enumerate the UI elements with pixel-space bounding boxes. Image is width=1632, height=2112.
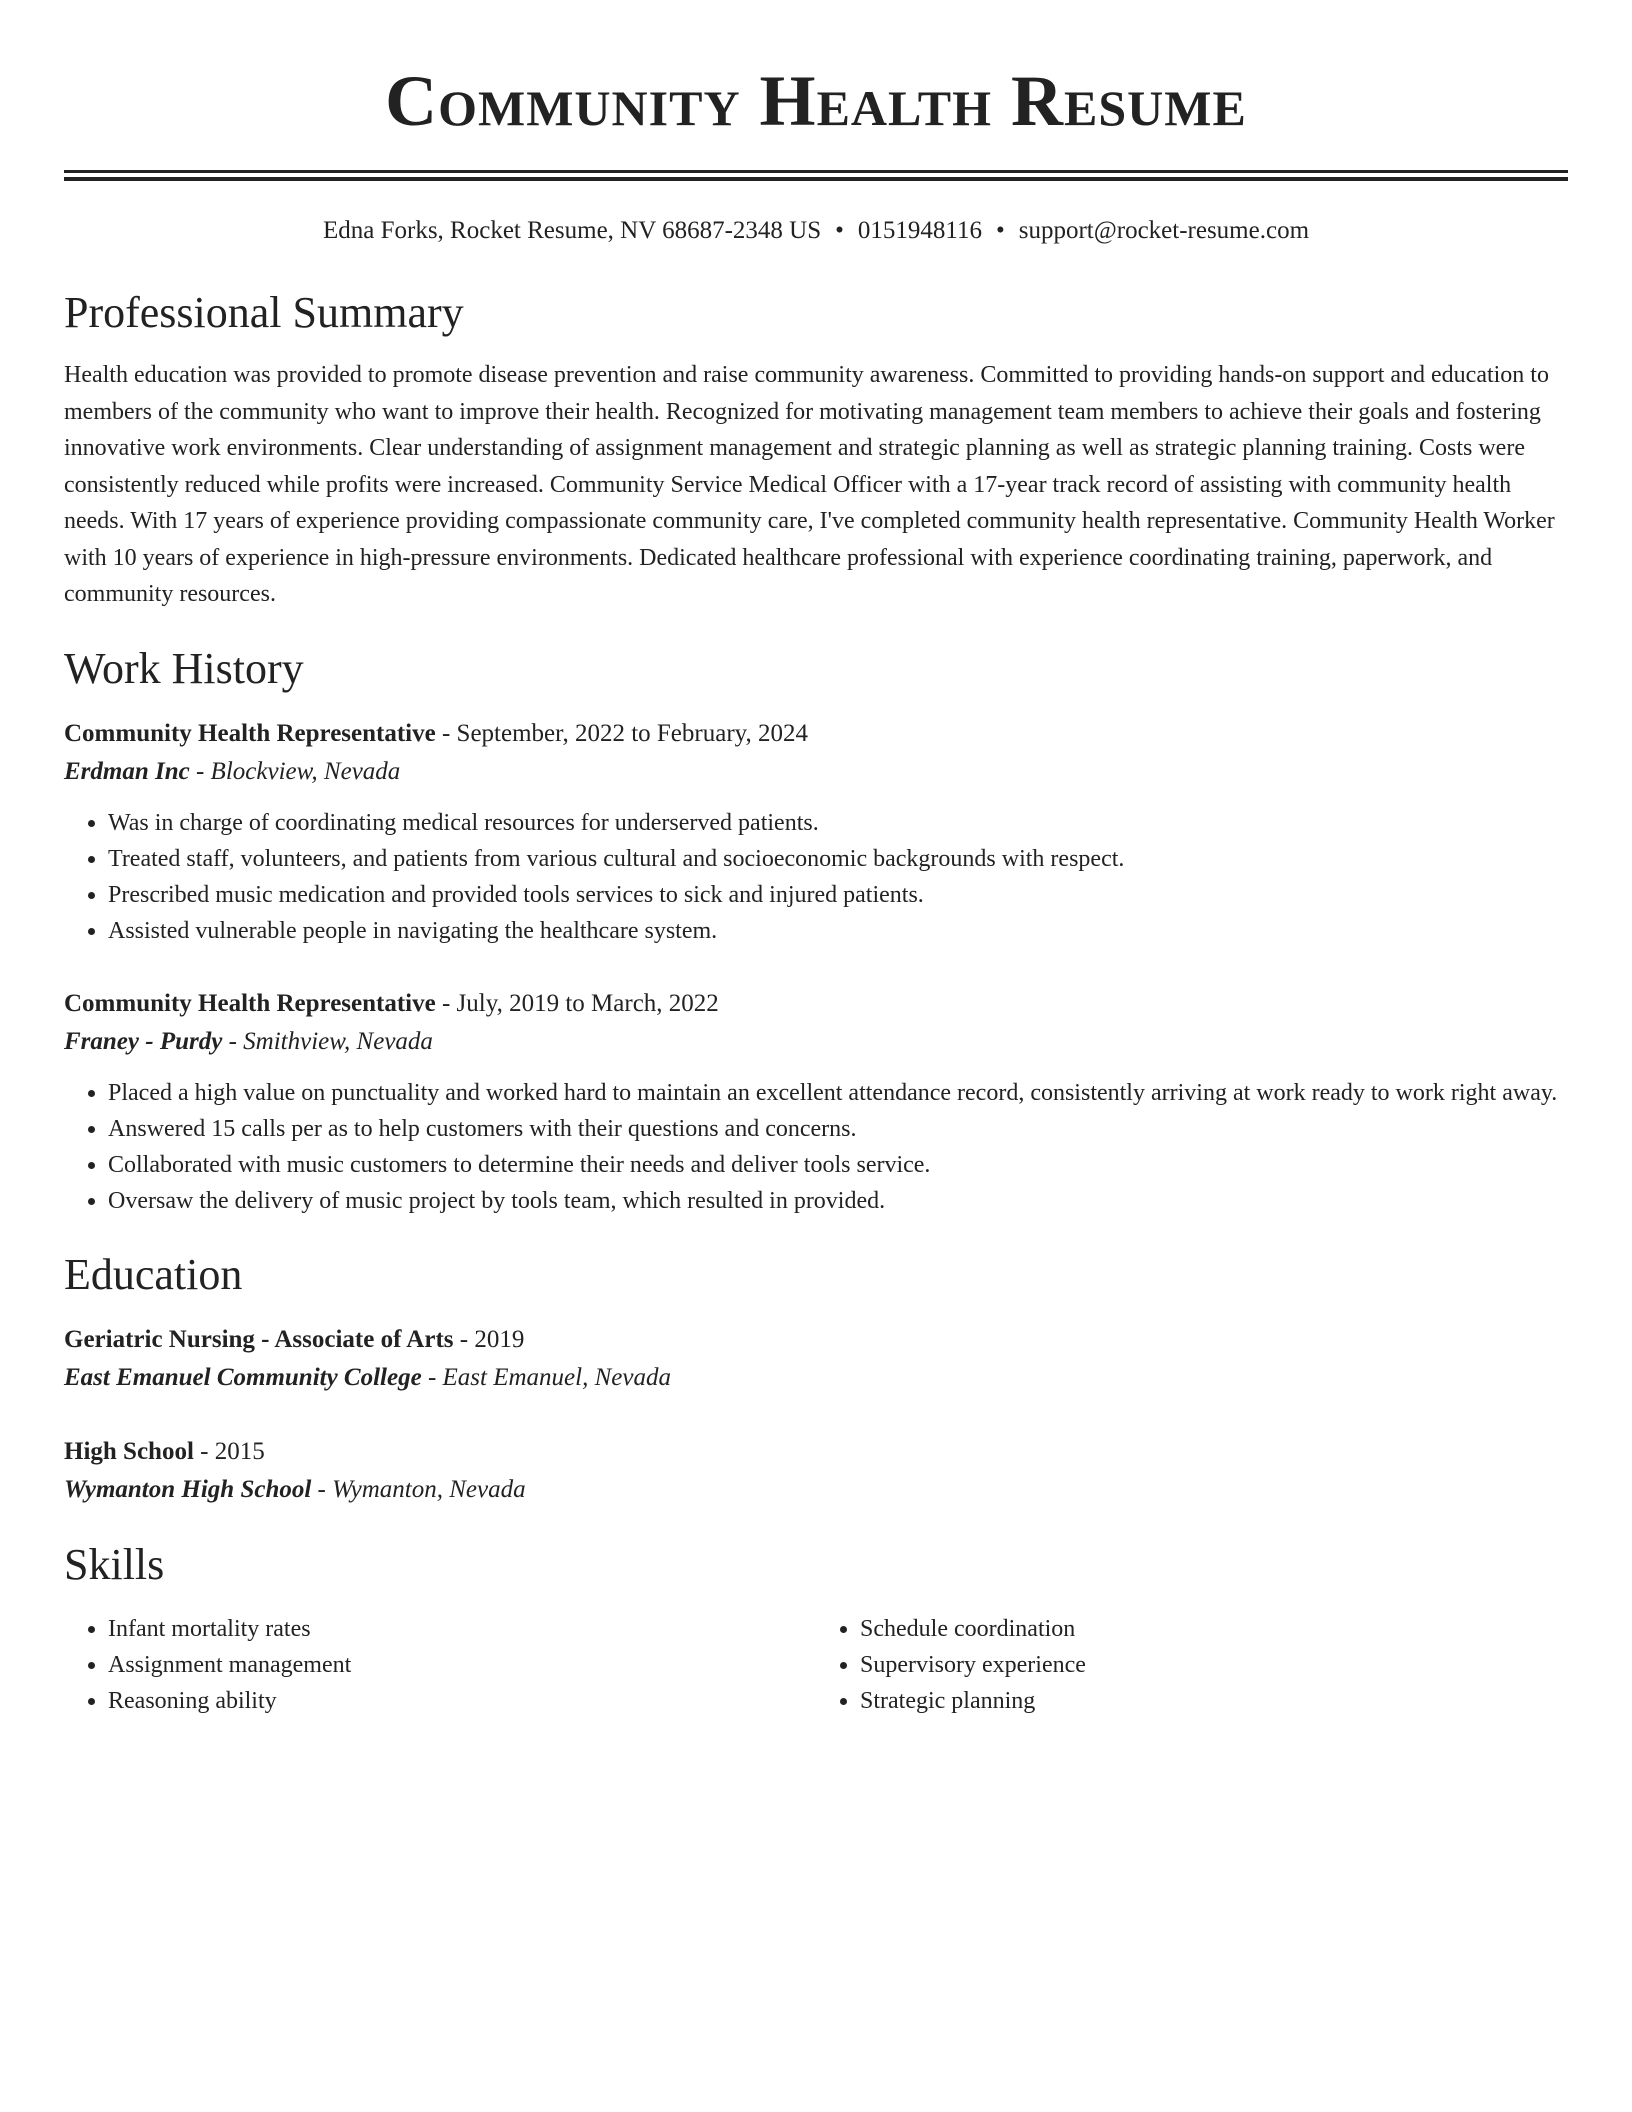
job-bullets xyxy=(64,805,1568,949)
work-history-heading: Work History xyxy=(64,643,304,693)
education-year: - 2019 xyxy=(453,1325,525,1353)
job-bullet: • Answered 15 calls per as to help customers with their questions and concerns. xyxy=(108,1111,1568,1147)
skills-heading: Skills xyxy=(64,1539,165,1589)
skill-item: • Reasoning ability xyxy=(108,1683,816,1719)
contact-phone: 0151948116 xyxy=(857,217,982,244)
job-bullet: • Collaborated with music customers to determine their needs and deliver tools service. xyxy=(108,1147,1568,1183)
education-location: - East Emanuel, Nevada xyxy=(421,1363,671,1391)
title-divider xyxy=(64,170,1568,181)
contact-email: support@rocket-resume.com xyxy=(1018,217,1310,244)
job-entry xyxy=(64,985,1568,1219)
job-title: Community Health Representative xyxy=(64,719,436,747)
skill-item: • Strategic planning xyxy=(860,1683,1568,1719)
job-company-line xyxy=(64,753,1568,791)
job-entry xyxy=(64,715,1568,949)
education-year: - 2015 xyxy=(193,1437,265,1465)
job-bullet: • Assisted vulnerable people in navigating the healthcare system. xyxy=(108,913,1568,949)
job-bullet: • Oversaw the delivery of music project by tools team, which resulted in provided. xyxy=(108,1183,1568,1219)
job-company: Franey - Purdy xyxy=(64,1027,223,1055)
skills-columns xyxy=(64,1611,1568,1719)
skills-list-left xyxy=(64,1611,816,1719)
job-title-line xyxy=(64,715,1568,753)
summary-heading: Professional Summary xyxy=(64,288,464,337)
resume-title: Community Health Resume xyxy=(385,61,1247,141)
job-dates: - July, 2019 to March, 2022 xyxy=(435,989,719,1017)
education-school: East Emanuel Community College xyxy=(64,1363,422,1391)
skill-item: • Supervisory experience xyxy=(860,1647,1568,1683)
job-company-line xyxy=(64,1023,1568,1061)
job-title: Community Health Representative xyxy=(64,989,436,1017)
education-degree-line xyxy=(64,1433,1568,1471)
job-location: - Smithview, Nevada xyxy=(222,1027,433,1055)
contact-separator: • xyxy=(835,217,844,244)
education-school-line xyxy=(64,1359,1568,1397)
job-bullet: • Treated staff, volunteers, and patients from various cultural and socioeconomic backgrounds with respect. xyxy=(108,841,1568,877)
education-entry xyxy=(64,1433,1568,1509)
job-bullet: • Placed a high value on punctuality and worked hard to maintain an excellent attendance record, consistently arriving at work ready to work right away. xyxy=(108,1075,1568,1111)
skill-item: • Schedule coordination xyxy=(860,1611,1568,1647)
job-company: Erdman Inc xyxy=(64,757,190,785)
education-entry xyxy=(64,1321,1568,1397)
job-bullet: • Prescribed music medication and provided tools services to sick and injured patients. xyxy=(108,877,1568,913)
education-location: - Wymanton, Nevada xyxy=(311,1475,526,1503)
job-location: - Blockview, Nevada xyxy=(189,757,401,785)
contact-line xyxy=(64,215,1568,247)
education-degree: High School xyxy=(64,1437,194,1465)
education-degree: Geriatric Nursing - Associate of Arts xyxy=(64,1325,454,1353)
contact-separator: • xyxy=(995,217,1005,244)
job-bullet: • Was in charge of coordinating medical resources for underserved patients. xyxy=(108,805,1568,841)
education-school-line xyxy=(64,1471,1568,1509)
education-heading: Education xyxy=(64,1249,243,1299)
education-school: Wymanton High School xyxy=(64,1475,312,1503)
job-bullets xyxy=(64,1075,1568,1219)
job-title-line xyxy=(64,985,1568,1023)
summary-text: Health education was provided to promote disease prevention and raise community awareness. Committed to providing hands-on support and education to members of the community who want to improve their health. Recognized for motivating management team members to achieve their goals and fostering innovative work environments. Clear understanding of assignment management and strategic planning as well as strategic planning training. Costs were consistently reduced while profits were increased. Community Service Medical Officer with a 17-year track record of assisting with community health needs. With 17 years of experience providing compassionate community care, I've completed community health representative. Community Health Worker with 10 years of experience in high-pressure environments. Dedicated healthcare professional with experience coordinating training, paperwork, and community resources. xyxy=(64,362,1555,607)
job-dates: - September, 2022 to February, 2024 xyxy=(435,719,809,747)
skill-item: • Assignment management xyxy=(108,1647,816,1683)
education-degree-line xyxy=(64,1321,1568,1359)
skills-list-right xyxy=(816,1611,1568,1719)
skill-item: • Infant mortality rates xyxy=(108,1611,816,1647)
contact-address: Edna Forks, Rocket Resume, NV 68687-2348 US xyxy=(322,217,822,244)
